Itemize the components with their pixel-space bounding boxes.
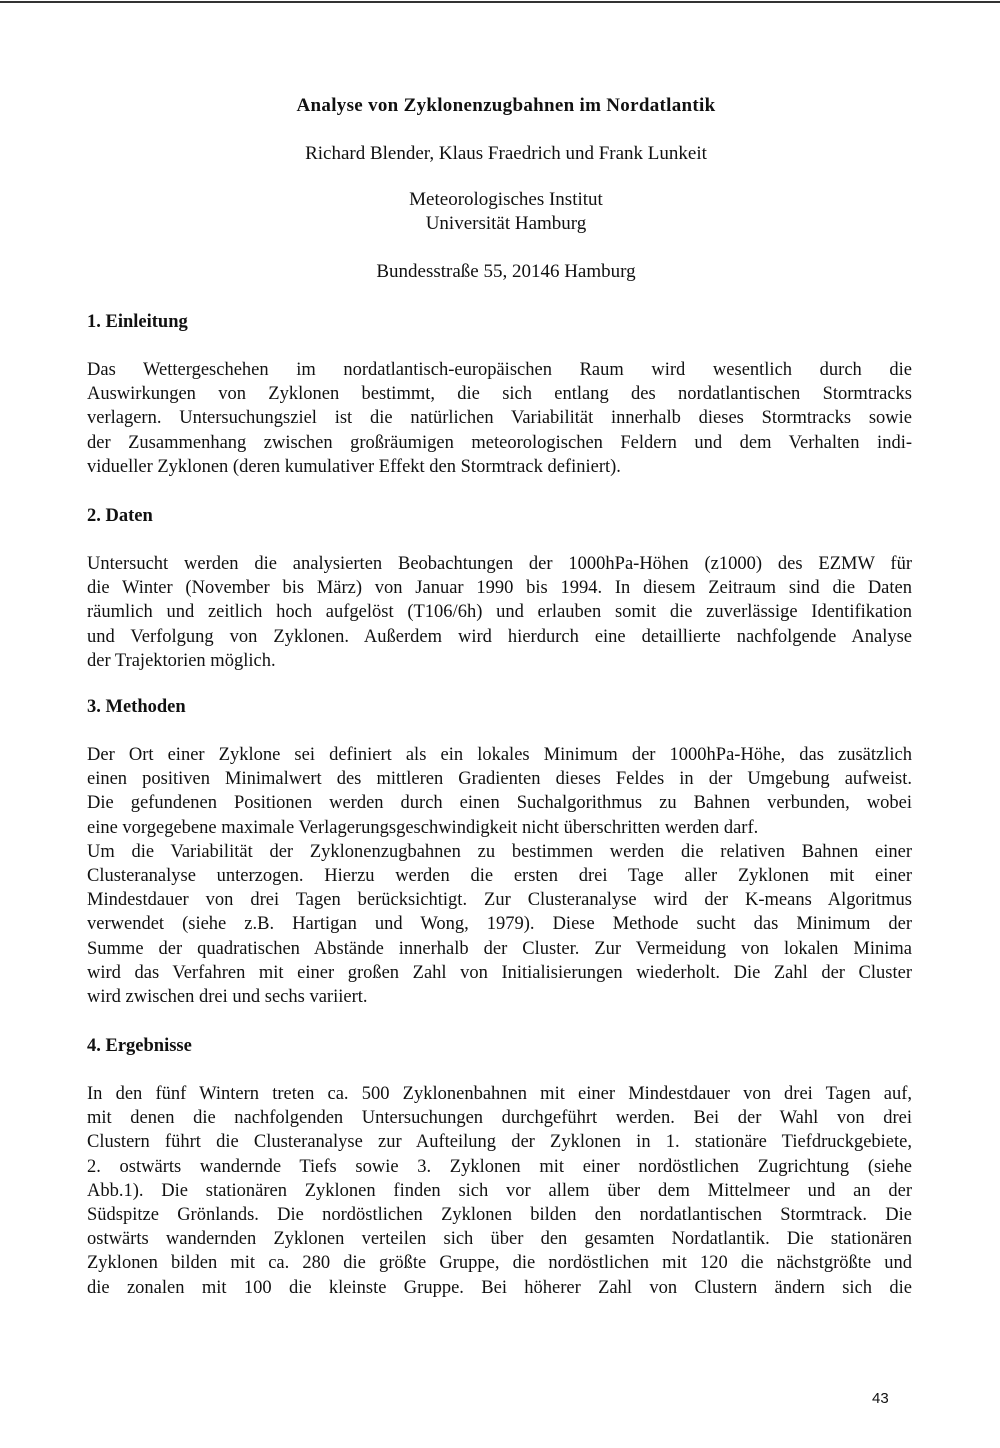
section-paragraph [87, 552, 912, 673]
section-paragraph [87, 1082, 912, 1300]
text-line: Clusteranalyse unterzogen. Hierzu werden die ersten drei Tage aller Zyklonen mit einer [87, 865, 912, 886]
text-line: verlagern. Untersuchungsziel ist die natürlichen Variabilität innerhalb dieses Stormtracks sowie [87, 408, 912, 429]
text-line: und Verfolgung von Zyklonen. Außerdem wird hierdurch eine detaillierte nachfolgende Analyse [87, 626, 912, 647]
text-line: 2. ostwärts wandernde Tiefs sowie 3. Zyklonen mit einer nordöstlichen Zugrichtung (siehe [87, 1156, 912, 1177]
text-line: räumlich und zeitlich hoch aufgelöst (T106/6h) und erlauben somit die zuverlässige Identifikation [87, 602, 912, 623]
text-line: wird zwischen drei und sechs variiert. [87, 986, 368, 1007]
scan-edge-line [0, 1, 1000, 3]
university: Universität Hamburg [425, 213, 587, 234]
text-line: einen positiven Minimalwert des mittleren Gradienten dieses Feldes in der Umgebung aufweist. [87, 769, 912, 790]
text-line: vidueller Zyklonen (deren kumulativer Effekt den Stormtrack definiert). [87, 456, 621, 477]
address: Bundesstraße 55, 20146 Hamburg [376, 261, 636, 282]
text-line: Abb.1). Die stationären Zyklonen finden sich vor allem über dem Mittelmeer und an der [87, 1180, 912, 1201]
text-line: Das Wettergeschehen im nordatlantisch-europäischen Raum wird wesentlich durch die [87, 360, 912, 380]
section-heading: 2. Daten [87, 506, 153, 526]
paper-title: Analyse von Zyklonenzugbahnen im Nordatlantik [296, 95, 716, 116]
text-line: Untersucht werden die analysierten Beobachtungen der 1000hPa-Höhen (z1000) des EZMW für [87, 554, 912, 574]
section-paragraph [87, 743, 912, 1009]
text-line: der Trajektorien möglich. [87, 650, 276, 671]
text-line: wird das Verfahren mit einer großen Zahl von Initialisierungen wiederholt. Die Zahl der Cluster [87, 962, 912, 983]
institute: Meteorologisches Institut [409, 189, 603, 210]
section-heading: 4. Ergebnisse [87, 1036, 192, 1056]
text-line: Südspitze Grönlands. Die nordöstlichen Zyklonen bilden den nordatlantischen Stormtrack. Die [87, 1204, 912, 1225]
section-paragraph [87, 358, 912, 479]
page-number: 43 [872, 1390, 889, 1407]
text-line: Zyklonen bilden mit ca. 280 die größte Gruppe, die nordöstlichen mit 120 die nächstgrößte und [87, 1253, 912, 1274]
text-line: Auswirkungen von Zyklonen bestimmt, die sich entlang des nordatlantischen Stormtracks [87, 384, 912, 405]
text-line: Mindestdauer von drei Tagen berücksichtigt. Zur Clusteranalyse wird der K-means Algoritmus [87, 890, 912, 911]
text-line: Die gefundenen Positionen werden durch einen Suchalgorithmus zu Bahnen verbunden, wobei [87, 793, 912, 814]
text-line: Um die Variabilität der Zyklonenzugbahnen zu bestimmen werden die relativen Bahnen einer [87, 841, 912, 862]
text-line: Clustern führt die Clusteranalyse zur Aufteilung der Zyklonen in 1. stationäre Tiefdruckgebiete, [87, 1132, 912, 1153]
text-line: Der Ort einer Zyklone sei definiert als ein lokales Minimum der 1000hPa-Höhe, das zusätzlich [87, 745, 912, 765]
text-line: In den fünf Wintern treten ca. 500 Zyklonenbahnen mit einer Mindestdauer von drei Tagen auf, [87, 1084, 912, 1104]
text-line: verwendet (siehe z.B. Hartigan und Wong, 1979). Diese Methode sucht das Minimum der [87, 914, 912, 935]
text-line: die Winter (November bis März) von Januar 1990 bis 1994. In diesem Zeitraum sind die Daten [87, 578, 912, 599]
section-heading: 3. Methoden [87, 697, 186, 717]
text-line: Summe der quadratischen Abstände innerhalb der Cluster. Zur Vermeidung von lokalen Minima [87, 938, 912, 959]
text-line: der Zusammenhang zwischen großräumigen meteorologischen Feldern und dem Verhalten indi- [87, 432, 912, 453]
authors: Richard Blender, Klaus Fraedrich und Frank Lunkeit [305, 143, 707, 164]
text-line: eine vorgegebene maximale Verlagerungsgeschwindigkeit nicht überschritten werden darf. [87, 817, 759, 838]
text-line: die zonalen mit 100 die kleinste Gruppe. Bei höherer Zahl von Clustern ändern sich die [87, 1277, 912, 1298]
text-line: mit denen die nachfolgenden Untersuchungen durchgeführt werden. Bei der Wahl von drei [87, 1108, 912, 1129]
section-heading: 1. Einleitung [87, 312, 188, 332]
text-line: ostwärts wandernden Zyklonen verteilen sich über den gesamten Nordatlantik. Die stationären [87, 1229, 912, 1250]
